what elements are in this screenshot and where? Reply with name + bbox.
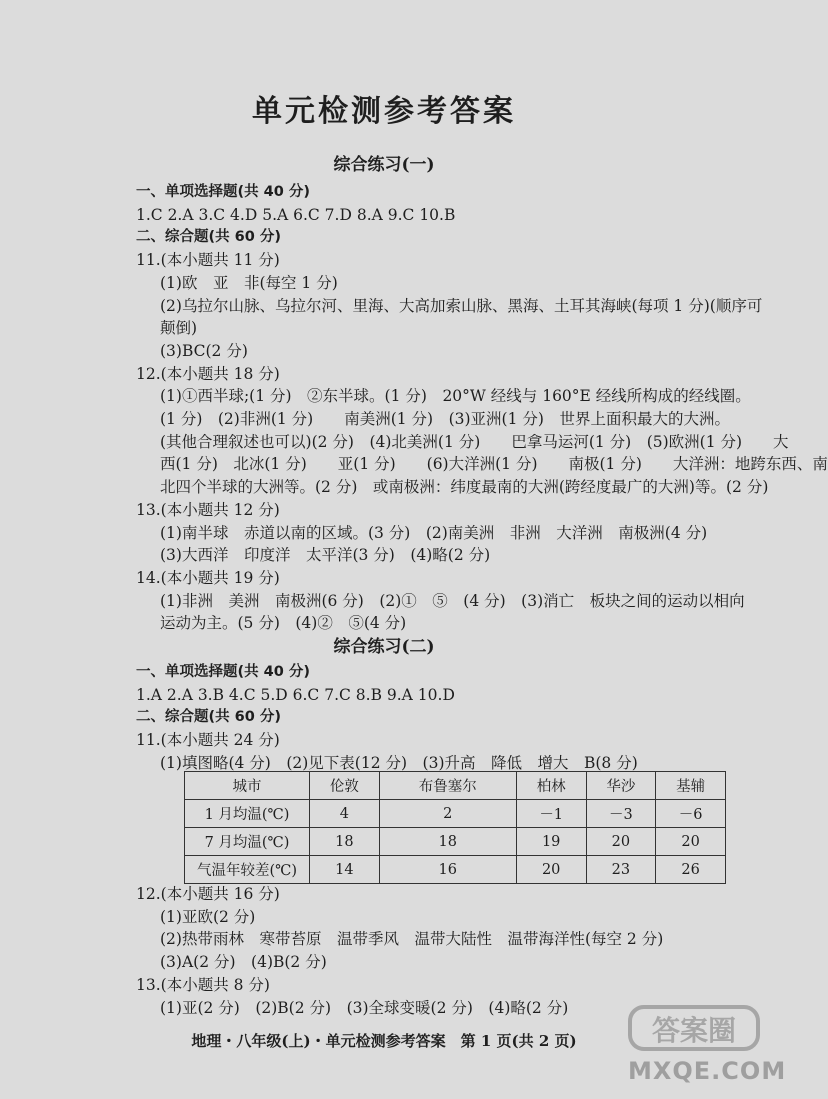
table-header-cell: 城市 [185,772,310,800]
table-cell: 2 [379,800,516,828]
section-heading: 二、综合题(共 60 分) [136,229,282,246]
section-heading: 二、综合题(共 60 分) [136,709,282,726]
answer-line: 11.(本小题共 11 分) [136,251,280,270]
table-cell: 20 [516,856,586,884]
table-cell: 7 月均温(℃) [185,828,310,856]
table-cell: 4 [310,800,380,828]
answer-line: (2)乌拉尔山脉、乌拉尔河、里海、大高加索山脉、黑海、土耳其海峡(每项 1 分)(顺序可 [160,296,763,315]
table-cell: 20 [586,828,656,856]
answer-line: 13.(本小题共 8 分) [136,975,270,994]
page-footer: 地理・八年级(上)・单元检测参考答案 第 1 页(共 2 页) [191,1032,577,1050]
table-cell: 1 月均温(℃) [185,800,310,828]
table-header-row [185,772,726,800]
answer-line: (2)热带雨林 寒带苔原 温带季风 温带大陆性 温带海洋性(每空 2 分) [160,930,664,949]
answer-line: 11.(本小题共 24 分) [136,731,280,750]
answer-line: 14.(本小题共 19 分) [136,568,280,587]
answer-line: 运动为主。(5 分) (4)② ⑤(4 分) [160,614,407,633]
table-header-cell: 布鲁塞尔 [379,772,516,800]
watermark-top-text: 答案圈 [651,1014,737,1047]
answer-line: 颠倒) [160,319,198,338]
table-cell: －6 [656,800,726,828]
answer-line: 13.(本小题共 12 分) [136,500,280,519]
watermark-badge-icon [628,1003,760,1053]
answer-line: 北四个半球的大洲等。(2 分) 或南极洲：纬度最南的大洲(跨经度最广的大洲)等。(2 分) [160,478,769,497]
table-header-cell: 华沙 [586,772,656,800]
table-cell: －3 [586,800,656,828]
answer-line: 西(1 分) 北冰(1 分) 亚(1 分) (6)大洋洲(1 分) 南极(1 分) 大洋洲：地跨东西、南 [160,455,828,474]
temperature-table [184,771,726,884]
answer-line: (3)BC(2 分) [160,341,248,360]
table-cell: 20 [656,828,726,856]
table-header-cell: 伦敦 [310,772,380,800]
answer-line: (3)大西洋 印度洋 太平洋(3 分) (4)略(2 分) [160,546,491,565]
table-cell: 23 [586,856,656,884]
section-heading: 一、单项选择题(共 40 分) [136,664,311,680]
answer-line: (1)亚(2 分) (2)B(2 分) (3)全球变暖(2 分) (4)略(2 分) [160,998,569,1017]
watermark-logo [628,1003,787,1085]
answer-line: (1 分) (2)非洲(1 分) 南美洲(1 分) (3)亚洲(1 分) 世界上面积最大的大洲。 [160,410,730,428]
answer-line: (其他合理叙述也可以)(2 分) (4)北美洲(1 分) 巴拿马运河(1 分) (5)欧洲(1 分) 大 [160,432,789,451]
table-header-cell: 基辅 [656,772,726,800]
section-heading: 一、单项选择题(共 40 分) [136,184,311,200]
table-row [185,800,726,828]
answer-line: (3)A(2 分) (4)B(2 分) [160,953,327,972]
answer-line: 1.A 2.A 3.B 4.C 5.D 6.C 7.C 8.B 9.A 10.D [136,685,455,704]
answer-line: 12.(本小题共 16 分) [136,885,280,903]
watermark-bottom-text: MXQE.COM [628,1057,787,1085]
table-cell: 19 [516,828,586,856]
answer-line: (1)南半球 赤道以南的区域。(3 分) (2)南美洲 非洲 大洋洲 南极洲(4 分) [160,523,708,542]
answer-line: 1.C 2.A 3.C 4.D 5.A 6.C 7.D 8.A 9.C 10.B [136,205,456,224]
answer-line: 12.(本小题共 18 分) [136,364,280,383]
answer-line: (1)①西半球;(1 分) ②东半球。(1 分) 20°W 经线与 160°E 经线所构成的经线圈。 [160,387,751,406]
table-cell: 14 [310,856,380,884]
table-row [185,856,726,884]
answer-line: (1)亚欧(2 分) [160,907,256,926]
answer-line: (1)非洲 美洲 南极洲(6 分) (2)① ⑤ (4 分) (3)消亡 板块之间的运动以相向 [160,591,745,610]
table-cell: 18 [379,828,516,856]
table-cell: 26 [656,856,726,884]
answer-line: (1)欧 亚 非(每空 1 分) [160,273,338,292]
table-header-cell: 柏林 [516,772,586,800]
table-row [185,828,726,856]
table-cell: 16 [379,856,516,884]
table-cell: 18 [310,828,380,856]
answer-line: (1)填图略(4 分) (2)见下表(12 分) (3)升高 降低 增大 B(8 分) [160,753,638,772]
table-cell: 气温年较差(℃) [185,856,310,884]
section-title-2: 综合练习(二) [333,637,435,657]
section-title-1: 综合练习(一) [333,155,435,175]
page-title: 单元检测参考答案 [252,94,516,129]
table-cell: －1 [516,800,586,828]
